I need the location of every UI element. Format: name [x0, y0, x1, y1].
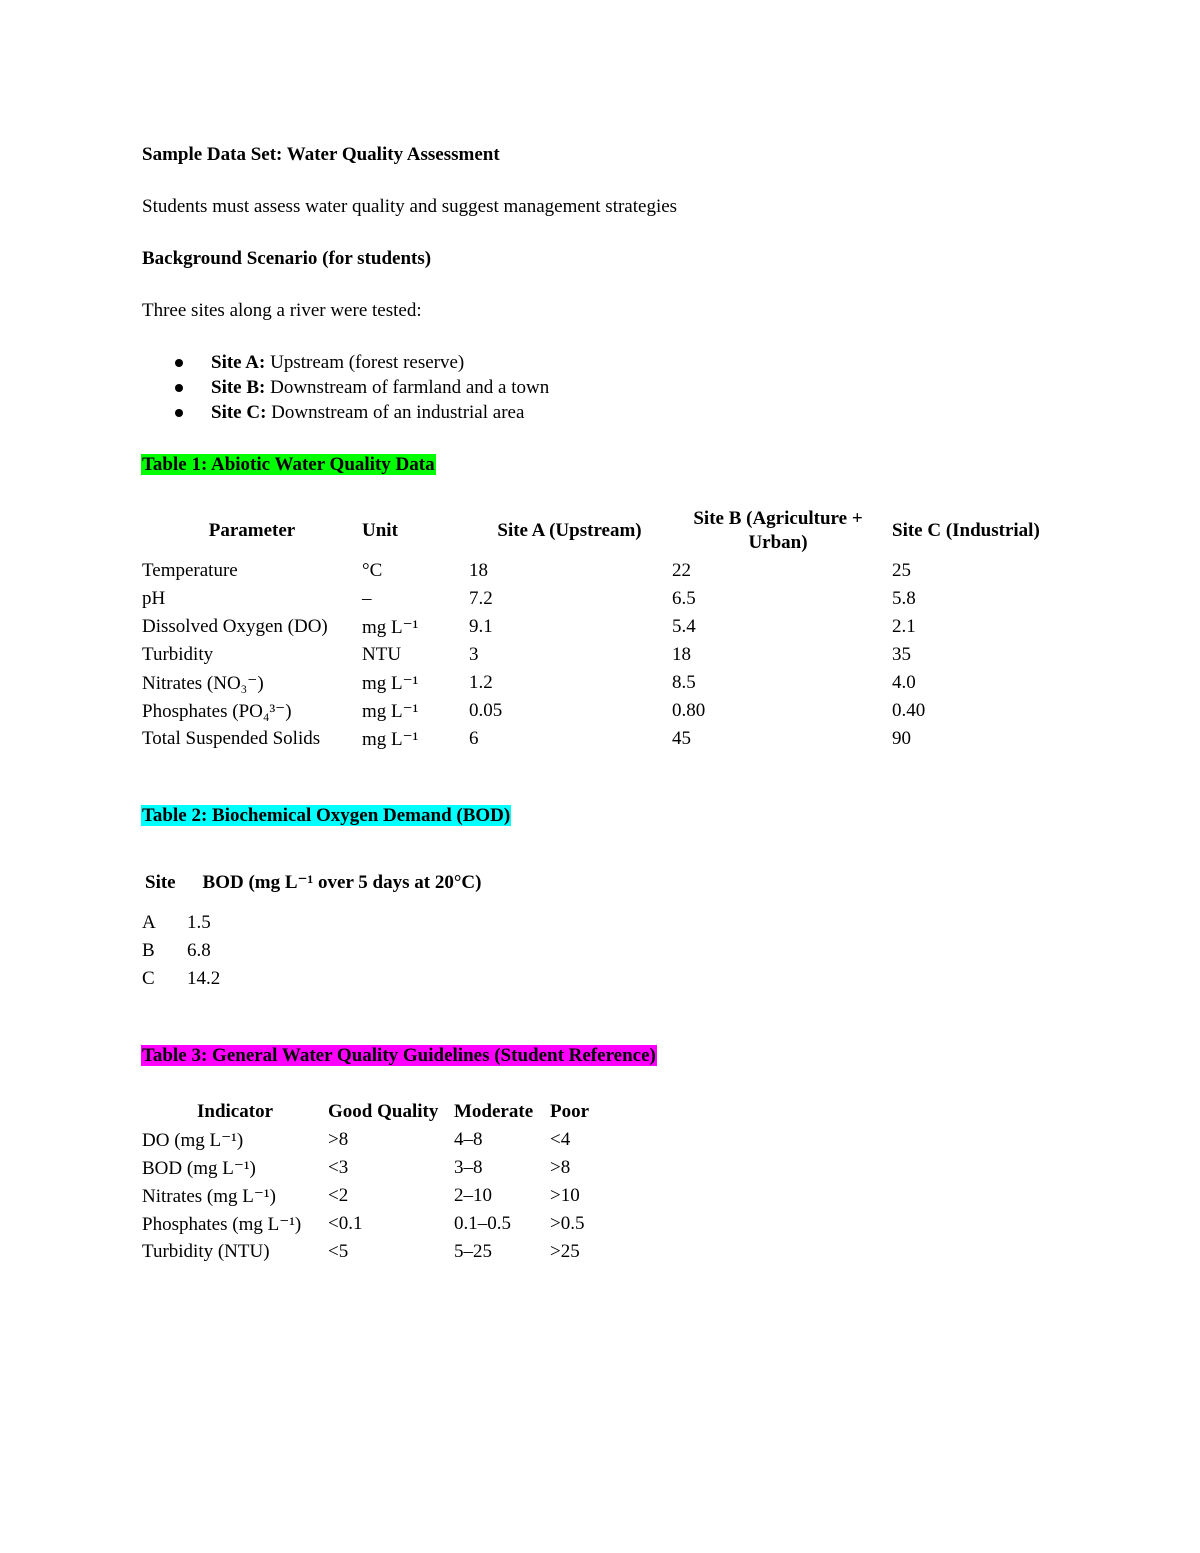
table-row: Turbidity (NTU) <5 5–25 >25 — [142, 1241, 580, 1262]
intro-text: Students must assess water quality and suggest management strategies — [142, 196, 678, 217]
table1-caption — [141, 453, 436, 477]
bullet-icon — [175, 359, 183, 367]
table-row: Phosphates (PO₄³⁻) mg L⁻¹ 0.05 0.80 0.40 — [142, 700, 926, 722]
table-row: Turbidity NTU 3 18 35 — [142, 644, 911, 665]
scenario-heading: Background Scenario (for students) — [142, 248, 432, 269]
list-item: Site A: Upstream (forest reserve) — [211, 352, 465, 373]
table1-caption-highlight: Table 1: Abiotic Water Quality Data — [142, 454, 435, 475]
column-header: Site B (Agriculture + Urban) — [693, 508, 863, 553]
table-row: B 6.8 — [142, 940, 211, 961]
column-header: Parameter — [208, 520, 296, 541]
scenario-lead: Three sites along a river were tested: — [142, 300, 422, 321]
column-header: Unit — [362, 520, 398, 541]
column-header: Site A (Upstream) — [497, 520, 642, 541]
column-header: BOD (mg L⁻¹ over 5 days at 20°C) — [202, 872, 482, 893]
table-row: pH – 7.2 6.5 5.8 — [142, 588, 916, 609]
guidelines-table — [142, 1098, 620, 1266]
table2-caption — [141, 804, 511, 828]
table-row: BOD (mg L⁻¹) <3 3–8 >8 — [142, 1157, 571, 1179]
list-item: Site B: Downstream of farmland and a town — [211, 377, 550, 398]
table3-caption-highlight: Table 3: General Water Quality Guidelines (Student Reference) — [142, 1045, 656, 1066]
list-item: Site C: Downstream of an industrial area — [211, 402, 525, 423]
table2-caption-highlight: Table 2: Biochemical Oxygen Demand (BOD) — [142, 805, 511, 826]
column-header: Site C (Industrial) — [892, 520, 1040, 541]
column-header: Site — [145, 872, 176, 893]
table3-caption — [141, 1044, 657, 1068]
table-row: Dissolved Oxygen (DO) mg L⁻¹ 9.1 5.4 2.1 — [142, 616, 916, 638]
bullet-icon — [175, 409, 183, 417]
table-row: Phosphates (mg L⁻¹) <0.1 0.1–0.5 >0.5 — [142, 1213, 585, 1235]
table-row: Temperature °C 18 22 25 — [142, 560, 911, 581]
table-row: A 1.5 — [142, 912, 211, 933]
document-title: Sample Data Set: Water Quality Assessment — [142, 144, 500, 165]
table-row: C 14.2 — [142, 968, 221, 989]
table-row: Nitrates (mg L⁻¹) <2 2–10 >10 — [142, 1185, 580, 1207]
bod-table — [142, 857, 497, 993]
column-header: Poor — [550, 1101, 590, 1122]
column-header: Indicator — [197, 1101, 273, 1122]
column-header: Good Quality — [328, 1101, 439, 1122]
table-row: Total Suspended Solids mg L⁻¹ 6 45 90 — [142, 728, 911, 750]
bullet-icon — [175, 384, 183, 392]
column-header: Moderate — [454, 1101, 534, 1122]
abiotic-data-table — [142, 505, 1067, 753]
table-row: DO (mg L⁻¹) >8 4–8 <4 — [142, 1129, 571, 1151]
table-row: Nitrates (NO₃⁻) mg L⁻¹ 1.2 8.5 4.0 — [142, 672, 916, 694]
